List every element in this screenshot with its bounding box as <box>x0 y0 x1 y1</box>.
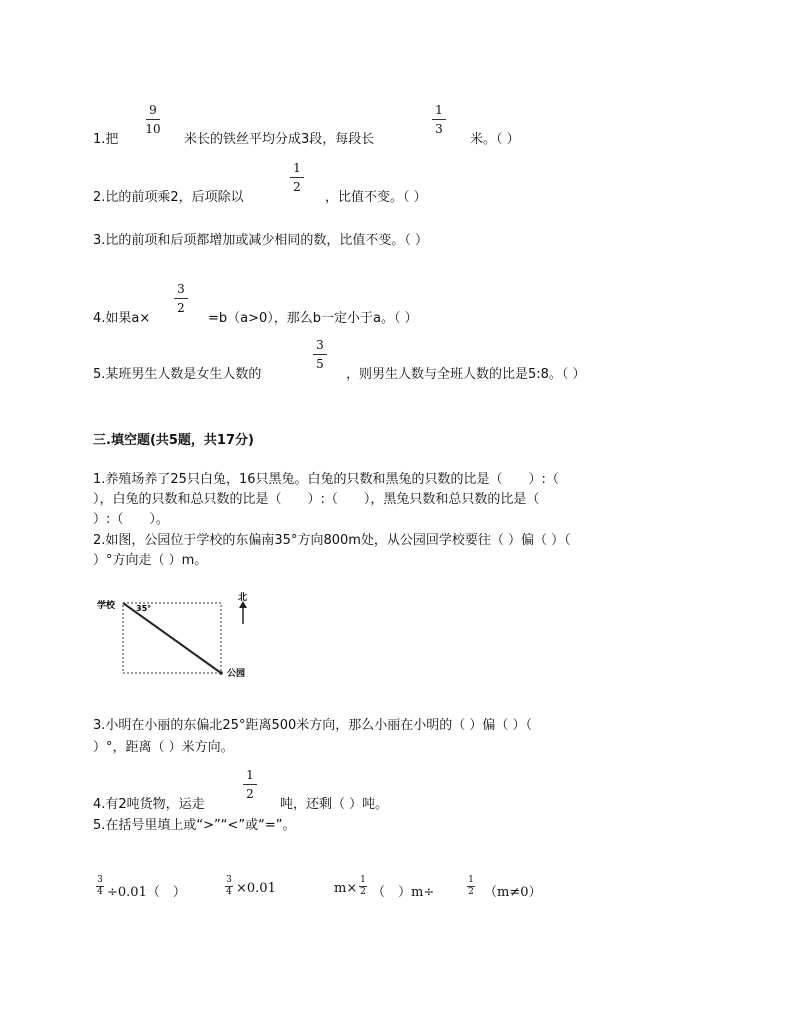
school-park-line <box>123 603 221 673</box>
fraction-one-third <box>429 103 449 136</box>
fill-q1-line3: ）:（ ）。 <box>93 512 169 527</box>
fraction-bar <box>174 298 188 299</box>
fill-q3-line2: ）°，距离（ ）米方向。 <box>93 740 234 755</box>
fraction-numerator: 3 <box>226 875 232 885</box>
fraction-three-quarters <box>95 876 105 897</box>
fraction-denominator: 4 <box>97 887 103 897</box>
fraction-bar <box>290 177 304 178</box>
judge-q1-text-c: 米。（ ） <box>470 132 520 147</box>
fraction-numerator: 3 <box>97 875 103 885</box>
map-diagram <box>92 592 262 682</box>
fill-q5-text: 5.在括号里填上或“>”“<”或“=”。 <box>93 818 296 833</box>
judge-q5-text-a: 5.某班男生人数是女生人数的 <box>93 367 262 382</box>
fraction-three-halves <box>171 282 191 315</box>
fraction-bar <box>146 119 160 120</box>
fill-q1-line1: 1.养殖场养了25只白兔，16只黑兔。白兔的只数和黑兔的只数的比是（ ）:（ <box>93 472 559 487</box>
judge-q2-text-b: ，比值不变。（ ） <box>325 190 427 205</box>
section-title: 三.填空题(共5题，共17分) <box>93 433 254 448</box>
fraction-denominator: 2 <box>246 787 254 801</box>
fill-q2-line2: ）°方向走（ ）m。 <box>93 553 208 568</box>
fill-q4-text-b: 吨，还剩（ ）吨。 <box>280 797 389 812</box>
fraction-one-half <box>358 876 368 897</box>
park-point <box>219 671 223 675</box>
fraction-bar <box>243 784 257 785</box>
fraction-one-half <box>287 161 307 194</box>
fraction-three-fifths <box>310 338 330 371</box>
fraction-denominator: 10 <box>145 122 161 136</box>
fill-q1-line2: ），白兔的只数和总只数的比是（ ）:（ ），黑兔只数和总只数的比是（ <box>93 492 540 507</box>
fraction-numerator: 1 <box>293 161 301 175</box>
compare-expr-2c: （m≠0） <box>484 885 542 900</box>
fraction-denominator: 4 <box>226 887 232 897</box>
fill-q3-line1: 3.小明在小丽的东偏北25°距离500米方向，那么小丽在小明的（ ）偏（ ）（ <box>93 718 533 733</box>
fraction-denominator: 2 <box>360 887 366 897</box>
fraction-bar <box>432 119 446 120</box>
fill-q4-text-a: 4.有2吨货物，运走 <box>93 797 205 812</box>
fraction-numerator: 3 <box>316 338 324 352</box>
fraction-denominator: 3 <box>435 122 443 136</box>
fraction-one-half <box>240 768 260 801</box>
fraction-denominator: 2 <box>293 180 301 194</box>
fraction-numerator: 1 <box>246 768 254 782</box>
judge-q3-text: 3.比的前项和后项都增加或减少相同的数，比值不变。（ ） <box>93 233 429 248</box>
park-label: 公园 <box>227 669 246 679</box>
judge-q2-text-a: 2.比的前项乘2，后项除以 <box>93 190 244 205</box>
compare-expr-2b: （ ）m÷ <box>372 885 435 900</box>
compare-expr-1b: ×0.01 <box>236 881 276 896</box>
compare-expr-2a: m× <box>334 881 358 896</box>
fraction-one-half <box>466 876 476 897</box>
fill-q2-line1: 2.如图，公园位于学校的东偏南35°方向800m处，从公园回学校要往（ ）偏（ ）（ <box>93 533 571 548</box>
judge-q5-text-b: ，则男生人数与全班人数的比是5:8。（ ） <box>346 367 586 382</box>
fraction-numerator: 3 <box>177 282 185 296</box>
fraction-denominator: 5 <box>316 357 324 371</box>
north-label: 北 <box>238 593 248 603</box>
judge-q1-text-b: 米长的铁丝平均分成3段，每段长 <box>184 132 375 147</box>
fraction-three-quarters <box>224 876 234 897</box>
judge-q4-text-b: =b（a>0），那么b一定小于a。（ ） <box>208 311 418 326</box>
judge-q1-text-a: 1.把 <box>93 132 119 147</box>
fraction-nine-tenths <box>143 103 163 136</box>
fraction-numerator: 9 <box>149 103 157 117</box>
judge-q4-text-a: 4.如果a× <box>93 311 151 326</box>
school-label: 学校 <box>97 601 116 611</box>
fraction-numerator: 1 <box>435 103 443 117</box>
fraction-numerator: 1 <box>468 875 474 885</box>
angle-label: 35° <box>136 604 152 613</box>
fraction-bar <box>313 354 327 355</box>
fraction-denominator: 2 <box>468 887 474 897</box>
fraction-numerator: 1 <box>360 875 366 885</box>
compare-expr-1a: ÷0.01（ ） <box>107 885 186 900</box>
fraction-denominator: 2 <box>177 301 185 315</box>
